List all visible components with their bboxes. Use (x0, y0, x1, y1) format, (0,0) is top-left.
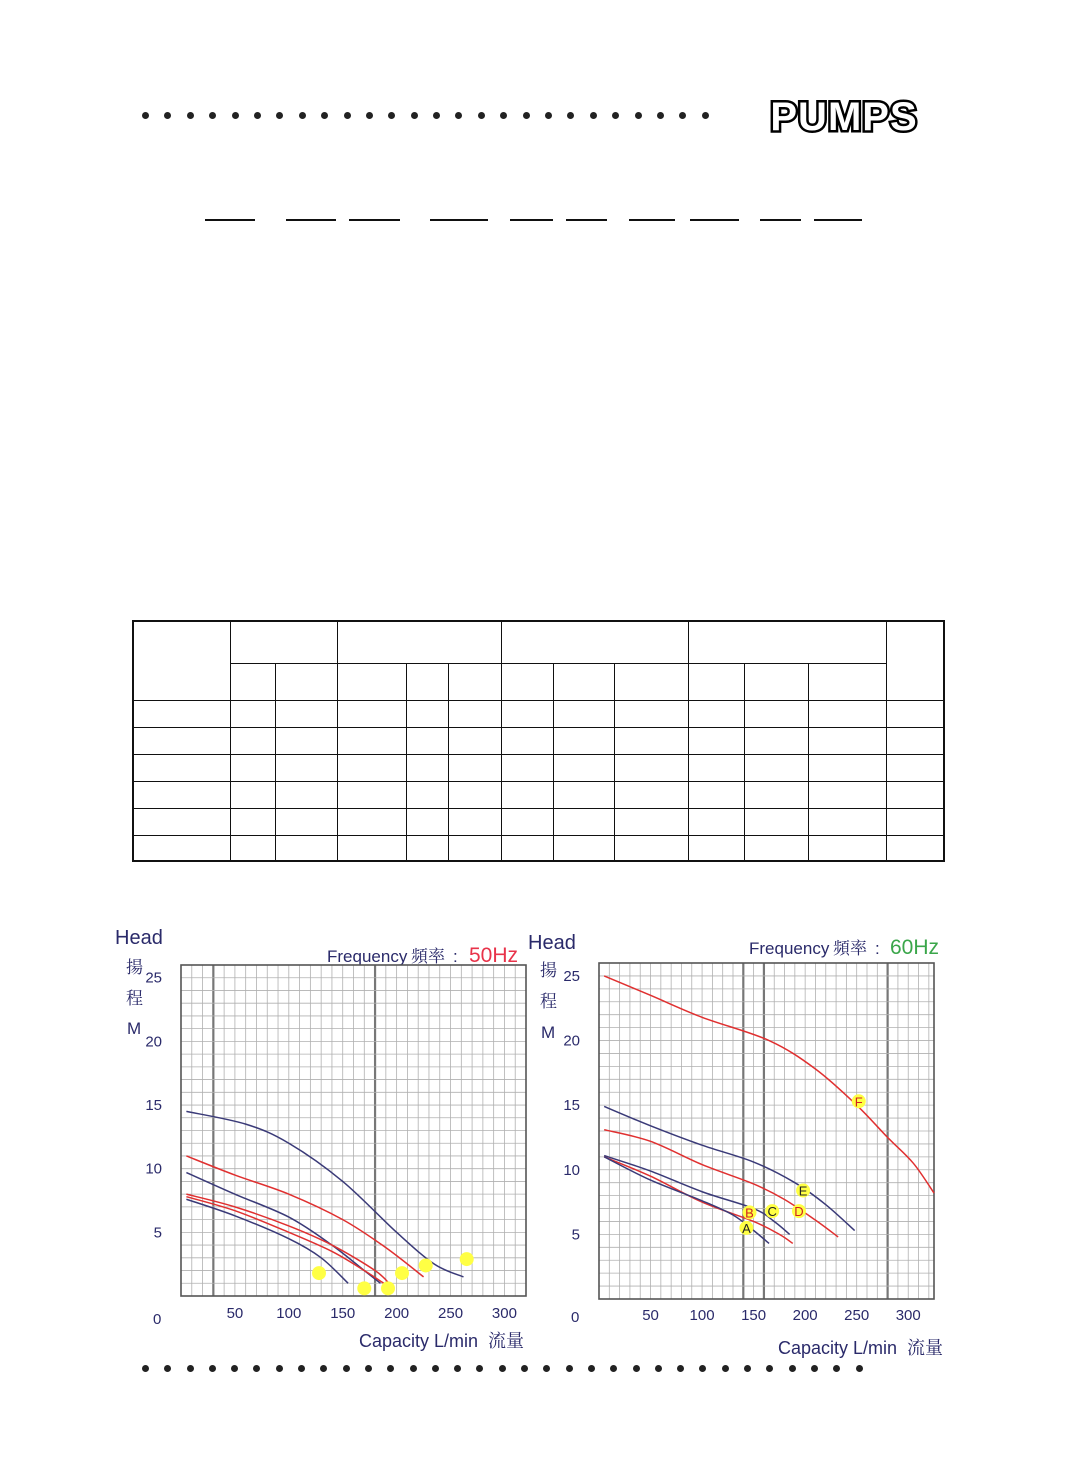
spec-cell (276, 781, 338, 808)
spec-table-header-row-2 (133, 663, 944, 700)
pump-curve-chart-60hz (520, 920, 960, 1370)
spec-cell (133, 808, 231, 835)
spec-cell (231, 781, 276, 808)
plot-area (145, 965, 526, 1322)
spec-cell (554, 754, 615, 781)
rule-dot (856, 1365, 863, 1372)
bottom-dotted-rule (142, 1365, 863, 1372)
spec-cell (886, 727, 944, 754)
rule-dot (343, 1365, 350, 1372)
spec-cell (744, 663, 808, 700)
spec-cell (501, 727, 554, 754)
rule-dot (231, 1365, 238, 1372)
rule-dot (679, 112, 686, 119)
spec-cell (554, 835, 615, 861)
marker-label-f: F (854, 1094, 863, 1110)
spec-cell (554, 663, 615, 700)
spec-cell (886, 808, 944, 835)
rule-dot (454, 1365, 461, 1372)
rule-dot (633, 1365, 640, 1372)
head-label: Head (115, 927, 163, 949)
origin-label: 0 (153, 1311, 162, 1328)
title-blank-4 (430, 219, 488, 221)
rule-dot (478, 112, 485, 119)
rule-dot (276, 1365, 283, 1372)
rule-dot (521, 1365, 528, 1372)
spec-cell (231, 700, 276, 727)
marker-label-c: C (767, 1204, 777, 1220)
spec-cell (615, 808, 689, 835)
spec-cell (337, 663, 406, 700)
y-tick-label: 25 (145, 969, 162, 987)
spec-cell (886, 754, 944, 781)
spec-cell (689, 663, 745, 700)
spec-cell (744, 727, 808, 754)
spec-cell (615, 700, 689, 727)
spec-cell (744, 700, 808, 727)
spec-cell (501, 700, 554, 727)
spec-cell (231, 754, 276, 781)
rule-dot (187, 112, 194, 119)
rule-dot (321, 112, 328, 119)
rule-dot (677, 1365, 684, 1372)
spec-cell (689, 700, 745, 727)
spec-cell (808, 754, 886, 781)
rule-dot (657, 112, 664, 119)
pumps-logo (755, 96, 933, 134)
rule-dot (387, 1365, 394, 1372)
spec-cell (337, 835, 406, 861)
spec-table-row (133, 781, 944, 808)
spec-cell (615, 754, 689, 781)
y-tick-label: 5 (571, 1226, 580, 1244)
rule-dot (209, 112, 216, 119)
spec-cell (276, 700, 338, 727)
x-tick-label: 300 (895, 1307, 921, 1324)
pump-curve-chart-50hz (100, 920, 540, 1360)
rule-dot (298, 1365, 305, 1372)
rule-dot (253, 1365, 260, 1372)
head-label-zh-1: 揚 (540, 961, 557, 980)
rule-dot (164, 1365, 171, 1372)
marker-label-a: A (742, 1220, 751, 1236)
rule-dot (811, 1365, 818, 1372)
spec-cell (276, 663, 338, 700)
spec-cell (808, 835, 886, 861)
spec-cell (808, 700, 886, 727)
top-dotted-rule (142, 112, 709, 119)
spec-cell (276, 754, 338, 781)
x-tick-label: 150 (330, 1305, 356, 1322)
spec-cell (615, 663, 689, 700)
x-tick-label: 200 (792, 1307, 818, 1324)
spec-cell (744, 754, 808, 781)
x-tick-label: 50 (226, 1305, 244, 1322)
spec-cell (133, 781, 231, 808)
rule-dot (209, 1365, 216, 1372)
spec-cell (276, 835, 338, 861)
spec-cell (448, 808, 501, 835)
spec-cell (886, 781, 944, 808)
x-tick-label: 250 (438, 1305, 464, 1322)
spec-cell (501, 663, 554, 700)
spec-cell (406, 808, 448, 835)
rule-dot (566, 1365, 573, 1372)
rule-dot (320, 1365, 327, 1372)
x-axis-label-zh: 流量 (488, 1331, 524, 1351)
spec-cell (689, 621, 886, 663)
y-unit-label: M (541, 1023, 556, 1042)
spec-cell (337, 754, 406, 781)
frequency-label: Frequency (327, 947, 408, 966)
rule-dot (766, 1365, 773, 1372)
rule-dot (232, 112, 239, 119)
y-tick-label: 15 (563, 1097, 580, 1115)
rule-dot (187, 1365, 194, 1372)
spec-cell (337, 781, 406, 808)
spec-cell (406, 781, 448, 808)
frequency-value: 50Hz (469, 944, 519, 967)
title-blank-3 (349, 219, 400, 221)
rule-dot (344, 112, 351, 119)
spec-cell (554, 727, 615, 754)
spec-cell (337, 727, 406, 754)
spec-cell (808, 808, 886, 835)
y-unit-label: M (127, 1019, 142, 1038)
spec-cell (406, 663, 448, 700)
rule-dot (254, 112, 261, 119)
spec-cell (501, 621, 689, 663)
rule-dot (433, 112, 440, 119)
rule-dot (722, 1365, 729, 1372)
spec-cell (406, 700, 448, 727)
spec-cell (689, 835, 745, 861)
spec-cell (615, 727, 689, 754)
spec-cell (689, 808, 745, 835)
spec-cell (448, 754, 501, 781)
spec-cell (231, 835, 276, 861)
operating-point-marker (381, 1281, 395, 1295)
spec-table-header-row-1 (133, 621, 944, 663)
spec-cell (615, 781, 689, 808)
spec-cell (615, 835, 689, 861)
spec-cell (501, 835, 554, 861)
operating-point-marker (419, 1258, 433, 1272)
x-tick-label: 100 (689, 1307, 715, 1324)
spec-cell (808, 727, 886, 754)
x-tick-label: 250 (844, 1307, 870, 1324)
rule-dot (635, 112, 642, 119)
rule-dot (142, 1365, 149, 1372)
spec-cell (448, 781, 501, 808)
rule-dot (567, 112, 574, 119)
spec-cell (554, 781, 615, 808)
pumps-logo-text: PUMPS (770, 96, 918, 134)
x-tick-label: 200 (384, 1305, 410, 1322)
operating-point-marker (357, 1281, 371, 1295)
spec-cell (406, 754, 448, 781)
spec-cell (337, 621, 501, 663)
rule-dot (388, 112, 395, 119)
spec-cell (448, 727, 501, 754)
frequency-separator: : (453, 947, 458, 966)
spec-table-row (133, 700, 944, 727)
rule-dot (588, 1365, 595, 1372)
title-blank-10 (814, 219, 862, 221)
rule-dot (455, 112, 462, 119)
operating-point-marker (460, 1252, 474, 1266)
spec-cell (133, 835, 231, 861)
rule-dot (432, 1365, 439, 1372)
spec-cell (808, 781, 886, 808)
rule-dot (699, 1365, 706, 1372)
spec-cell (554, 700, 615, 727)
rule-dot (789, 1365, 796, 1372)
y-tick-label: 20 (145, 1033, 162, 1051)
spec-cell (744, 835, 808, 861)
rule-dot (410, 1365, 417, 1372)
rule-dot (411, 112, 418, 119)
spec-table-row (133, 727, 944, 754)
rule-dot (543, 1365, 550, 1372)
rule-dot (744, 1365, 751, 1372)
spec-cell (689, 754, 745, 781)
spec-cell (448, 663, 501, 700)
rule-dot (612, 112, 619, 119)
y-tick-label: 25 (563, 967, 580, 985)
plot-area (563, 963, 934, 1324)
rule-dot (500, 112, 507, 119)
title-blank-5 (510, 219, 553, 221)
series-line-red-2 (186, 1156, 423, 1277)
head-label-zh-1: 揚 (126, 958, 143, 977)
spec-cell (689, 727, 745, 754)
y-tick-label: 10 (563, 1161, 580, 1179)
rule-dot (276, 112, 283, 119)
spec-cell (448, 700, 501, 727)
spec-cell (744, 808, 808, 835)
spec-table (132, 620, 945, 862)
rule-dot (702, 112, 709, 119)
rule-dot (476, 1365, 483, 1372)
y-tick-label: 15 (145, 1097, 162, 1115)
spec-cell (501, 808, 554, 835)
spec-cell (501, 781, 554, 808)
spec-cell (406, 727, 448, 754)
spec-cell (501, 754, 554, 781)
x-tick-label: 50 (642, 1307, 659, 1324)
x-tick-label: 150 (741, 1307, 767, 1324)
spec-cell (689, 781, 745, 808)
rule-dot (610, 1365, 617, 1372)
rule-dot (655, 1365, 662, 1372)
y-tick-label: 20 (563, 1032, 580, 1050)
rule-dot (365, 1365, 372, 1372)
head-label-zh-2: 程 (540, 992, 557, 1011)
x-tick-label: 300 (491, 1305, 517, 1322)
rule-dot (299, 112, 306, 119)
spec-cell (276, 727, 338, 754)
spec-cell (886, 621, 944, 700)
rule-dot (142, 112, 149, 119)
title-blank-8 (690, 219, 739, 221)
rule-dot (366, 112, 373, 119)
origin-label: 0 (571, 1309, 580, 1326)
spec-cell (337, 700, 406, 727)
spec-table-body (133, 700, 944, 861)
x-axis-label: Capacity L/min (778, 1338, 898, 1358)
spec-cell (554, 808, 615, 835)
title-blank-6 (566, 219, 607, 221)
head-label-zh-2: 程 (126, 989, 143, 1008)
title-blank-9 (760, 219, 801, 221)
marker-label-b: B (745, 1205, 754, 1221)
y-tick-label: 5 (153, 1224, 162, 1242)
frequency-label-zh: 頻率 (833, 939, 867, 958)
rule-dot (590, 112, 597, 119)
spec-cell (337, 808, 406, 835)
operating-point-marker (312, 1266, 326, 1280)
rule-dot (164, 112, 171, 119)
rule-dot (523, 112, 530, 119)
spec-cell (808, 663, 886, 700)
spec-cell (448, 835, 501, 861)
spec-cell (231, 663, 276, 700)
spec-cell (276, 808, 338, 835)
frequency-separator: : (875, 939, 880, 958)
spec-cell (133, 727, 231, 754)
title-blank-1 (205, 219, 255, 221)
spec-table-row (133, 808, 944, 835)
rule-dot (833, 1365, 840, 1372)
rule-dot (545, 112, 552, 119)
spec-cell (133, 700, 231, 727)
spec-cell (886, 700, 944, 727)
spec-cell (133, 621, 231, 700)
y-tick-label: 10 (145, 1160, 162, 1178)
spec-cell (133, 754, 231, 781)
title-blank-7 (629, 219, 675, 221)
x-axis-label: Capacity L/min (359, 1331, 479, 1351)
spec-cell (231, 808, 276, 835)
spec-table-row (133, 754, 944, 781)
title-blank-2 (286, 219, 336, 221)
series-line-red-1 (604, 976, 934, 1193)
x-axis-label-zh: 流量 (907, 1338, 943, 1358)
spec-cell (886, 835, 944, 861)
x-tick-label: 100 (276, 1305, 302, 1322)
frequency-value: 60Hz (890, 936, 940, 959)
marker-label-d: D (794, 1204, 804, 1220)
operating-point-marker (395, 1266, 409, 1280)
head-label: Head (528, 932, 576, 954)
frequency-label-zh: 頻率 (411, 947, 445, 966)
spec-cell (406, 835, 448, 861)
spec-cell (744, 781, 808, 808)
frequency-label: Frequency (749, 939, 830, 958)
spec-cell (231, 727, 276, 754)
spec-cell (231, 621, 338, 663)
rule-dot (499, 1365, 506, 1372)
spec-table-row (133, 835, 944, 861)
marker-label-e: E (798, 1183, 808, 1199)
